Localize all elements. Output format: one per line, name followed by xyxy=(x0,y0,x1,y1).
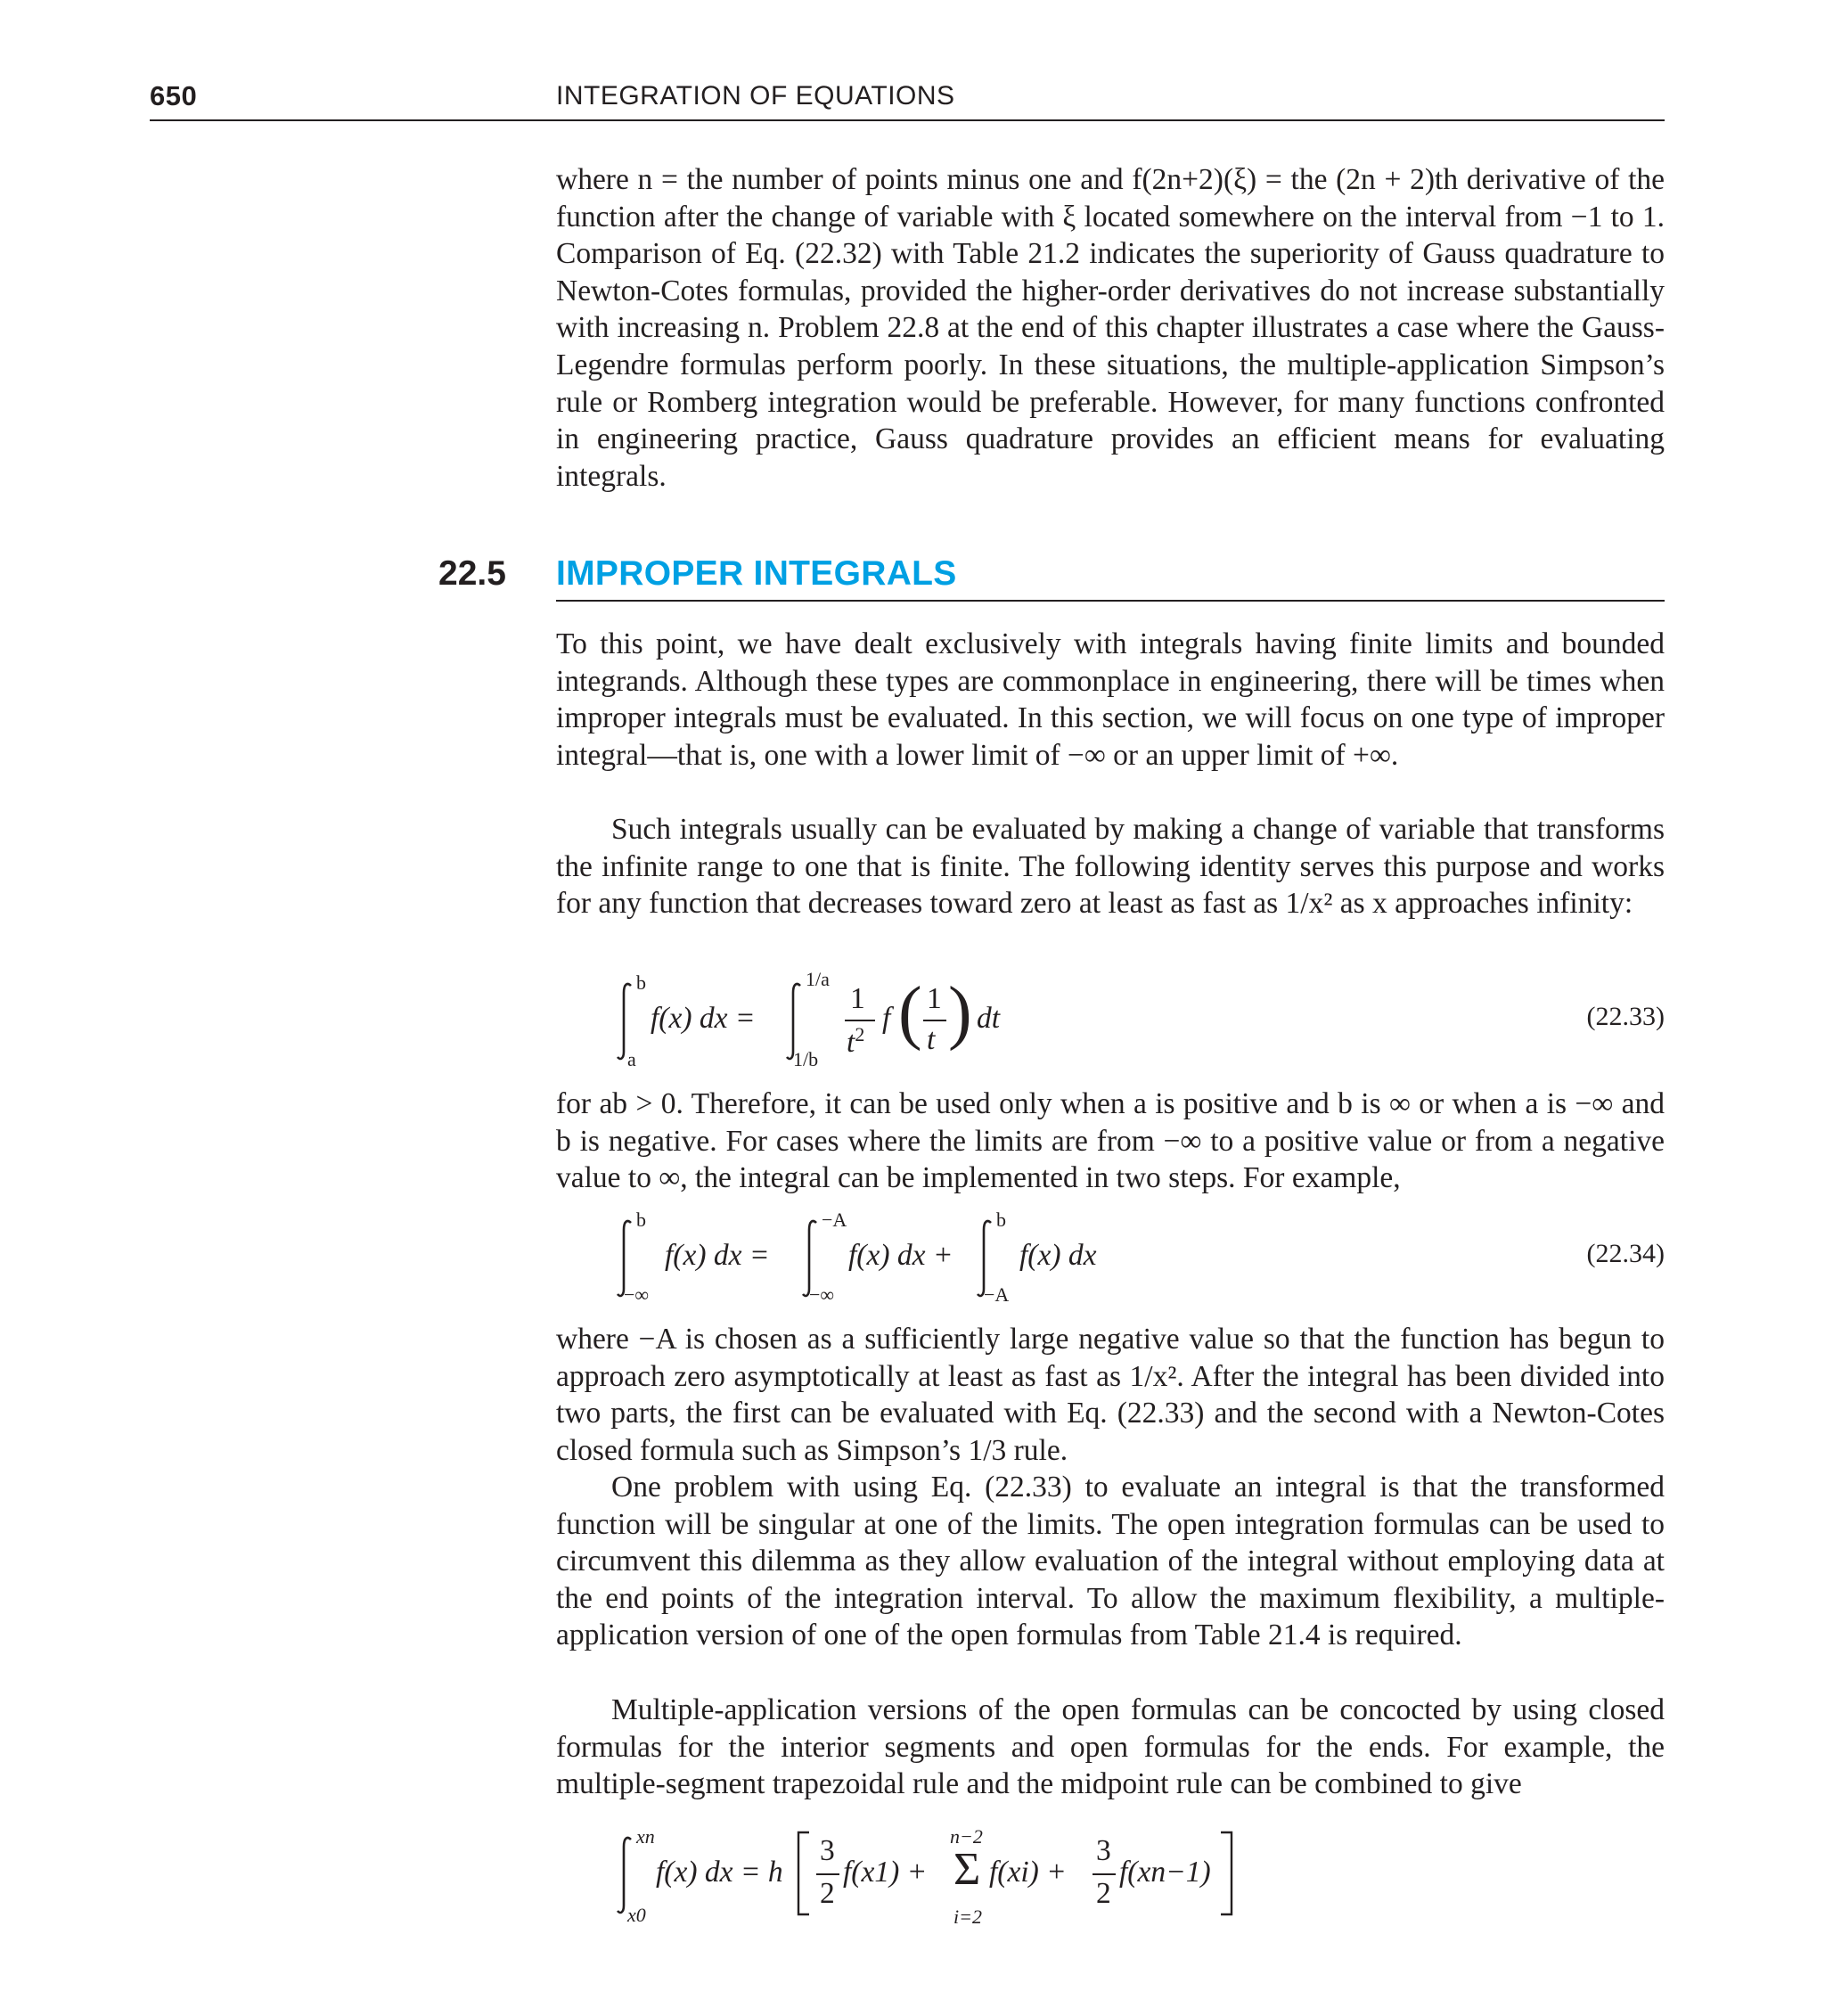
upper-limit: 1/a xyxy=(806,968,830,990)
section-title: IMPROPER INTEGRALS xyxy=(556,554,957,593)
paragraph-change-of-variable: Such integrals usually can be evaluated by making a change of variable that transforms the infinite range to one that is finite. The following identity serves this purpose and works for any function that decreases toward zero at least as fast as 1/x² as x approaches infinity: xyxy=(556,813,1665,921)
running-title: INTEGRATION OF EQUATIONS xyxy=(556,81,955,111)
fraction-denominator: $t^2$ xyxy=(847,1023,865,1060)
left-paren: ( xyxy=(898,973,922,1052)
last-term: f(xn−1) xyxy=(1119,1856,1211,1889)
paragraph-error-discussion: where n = the number of points minus one and f(2n+2)(ξ) = the (2n + 2)th derivative of the function after the change of variable with ξ located somewhere on the interval from −1 to 1. Comparison of Eq. (22.32) with Table 21.2 indicates the superiority of Gauss quadrature to Newton-Cotes formulas, provided the higher-order derivatives do not increase substantially with increasing n. Problem 22.8 at the end of this chapter illustrates a case where the Gauss-Legendre formulas perform poorly. In these situations, the multiple-application Simpson’s rule or Romberg integration would be preferable. However, for many functions confronted in engineering practice, Gauss quadrature provides an efficient means for evaluating integrals. xyxy=(556,163,1665,493)
sum-lower-limit: i=2 xyxy=(953,1905,982,1928)
coef-fraction-bar xyxy=(1093,1873,1116,1875)
lower-limit: −A xyxy=(984,1283,1010,1306)
upper-limit: b xyxy=(636,971,646,994)
equation-number-22-33: (22.33) xyxy=(1586,1002,1665,1031)
integrand: f(x) dx = xyxy=(651,1002,756,1035)
coef-numerator: 3 xyxy=(1096,1834,1111,1867)
inner-denominator: t xyxy=(927,1023,936,1056)
equation-extended-midpoint xyxy=(615,1825,1684,1941)
lower-limit: −∞ xyxy=(809,1283,835,1306)
inner-fraction-bar xyxy=(923,1020,946,1021)
first-term: f(x1) + xyxy=(843,1856,928,1889)
paragraph-multiple-application: Multiple-application versions of the open formulas can be concocted by using closed formulas for the interior segments and open formulas for the ends. For example, the multiple-segment trapezoidal rule and the midpoint rule can be combined to give xyxy=(556,1693,1665,1801)
integrand: f(x) dx + xyxy=(848,1239,953,1272)
lower-limit: −∞ xyxy=(624,1283,650,1306)
section-rule xyxy=(556,600,1665,602)
integrand: f(x) dx xyxy=(1019,1239,1097,1272)
coef-numerator: 3 xyxy=(820,1834,835,1867)
fraction-bar xyxy=(845,1020,875,1021)
paragraph-singular-limits: One problem with using Eq. (22.33) to evaluate an integral is that the transformed function will be singular at one of the limits. The open integration formulas can be used to circumvent this dilemma as they allow evaluation of the integral without employing data at the end points of the integration interval. To allow the maximum flexibility, a multiple-application version of one of the open formulas from Table 21.4 is required. xyxy=(556,1471,1665,1652)
paragraph-conditions: for ab > 0. Therefore, it can be used only when a is positive and b is ∞ or when a is −∞ and b is negative. For cases where the limits are from −∞ to a positive value or from a negative value to ∞, the integral can be implemented in two steps. For example, xyxy=(556,1087,1665,1195)
upper-limit: xn xyxy=(636,1825,655,1848)
upper-limit: b xyxy=(996,1209,1006,1231)
paragraph-split-integral: where −A is chosen as a sufficiently large negative value so that the function has begun to approach zero asymptotically at least as fast as 1/x². After the integral has been divided into two parts, the first can be evaluated with Eq. (22.33) and the second with a Newton-Cotes closed formula such as Simpson’s 1/3 rule. xyxy=(556,1323,1665,1467)
equation-number-22-34: (22.34) xyxy=(1586,1239,1665,1268)
section-number: 22.5 xyxy=(438,554,506,593)
fraction-numerator: 1 xyxy=(850,982,865,1015)
sum-upper-limit: n−2 xyxy=(950,1825,983,1848)
left-bracket xyxy=(793,1831,813,1916)
equation-22-33 xyxy=(615,968,1684,1078)
right-bracket xyxy=(1217,1831,1237,1916)
running-header xyxy=(150,80,1665,121)
sum-term: f(xi) + xyxy=(989,1856,1067,1889)
function-symbol: f xyxy=(882,1002,891,1035)
coef-denominator: 2 xyxy=(820,1877,835,1910)
lhs: f(x) dx = h xyxy=(656,1856,783,1889)
differential: dt xyxy=(977,1002,1001,1035)
equation-22-34 xyxy=(615,1209,1684,1315)
paragraph-intro-improper: To this point, we have dealt exclusively with integrals having finite limits and bounded integrands. Although these types are commonplace in engineering, there will be times when improper integrals must be evaluated. In this section, we will focus on one type of improper integral—that is, one with a lower limit of −∞ or an upper limit of +∞. xyxy=(556,627,1665,772)
lower-limit: 1/b xyxy=(793,1048,819,1070)
upper-limit: −A xyxy=(822,1209,847,1231)
coef-fraction-bar xyxy=(816,1873,839,1875)
coef-denominator: 2 xyxy=(1096,1877,1111,1910)
summation-symbol: Σ xyxy=(953,1844,981,1895)
integrand: f(x) dx = xyxy=(665,1239,770,1272)
inner-numerator: 1 xyxy=(927,982,942,1015)
lower-limit: a xyxy=(627,1048,636,1070)
page-number: 650 xyxy=(150,80,198,111)
lower-limit: x0 xyxy=(627,1904,646,1926)
right-paren: ) xyxy=(948,973,972,1052)
upper-limit: b xyxy=(636,1209,646,1231)
